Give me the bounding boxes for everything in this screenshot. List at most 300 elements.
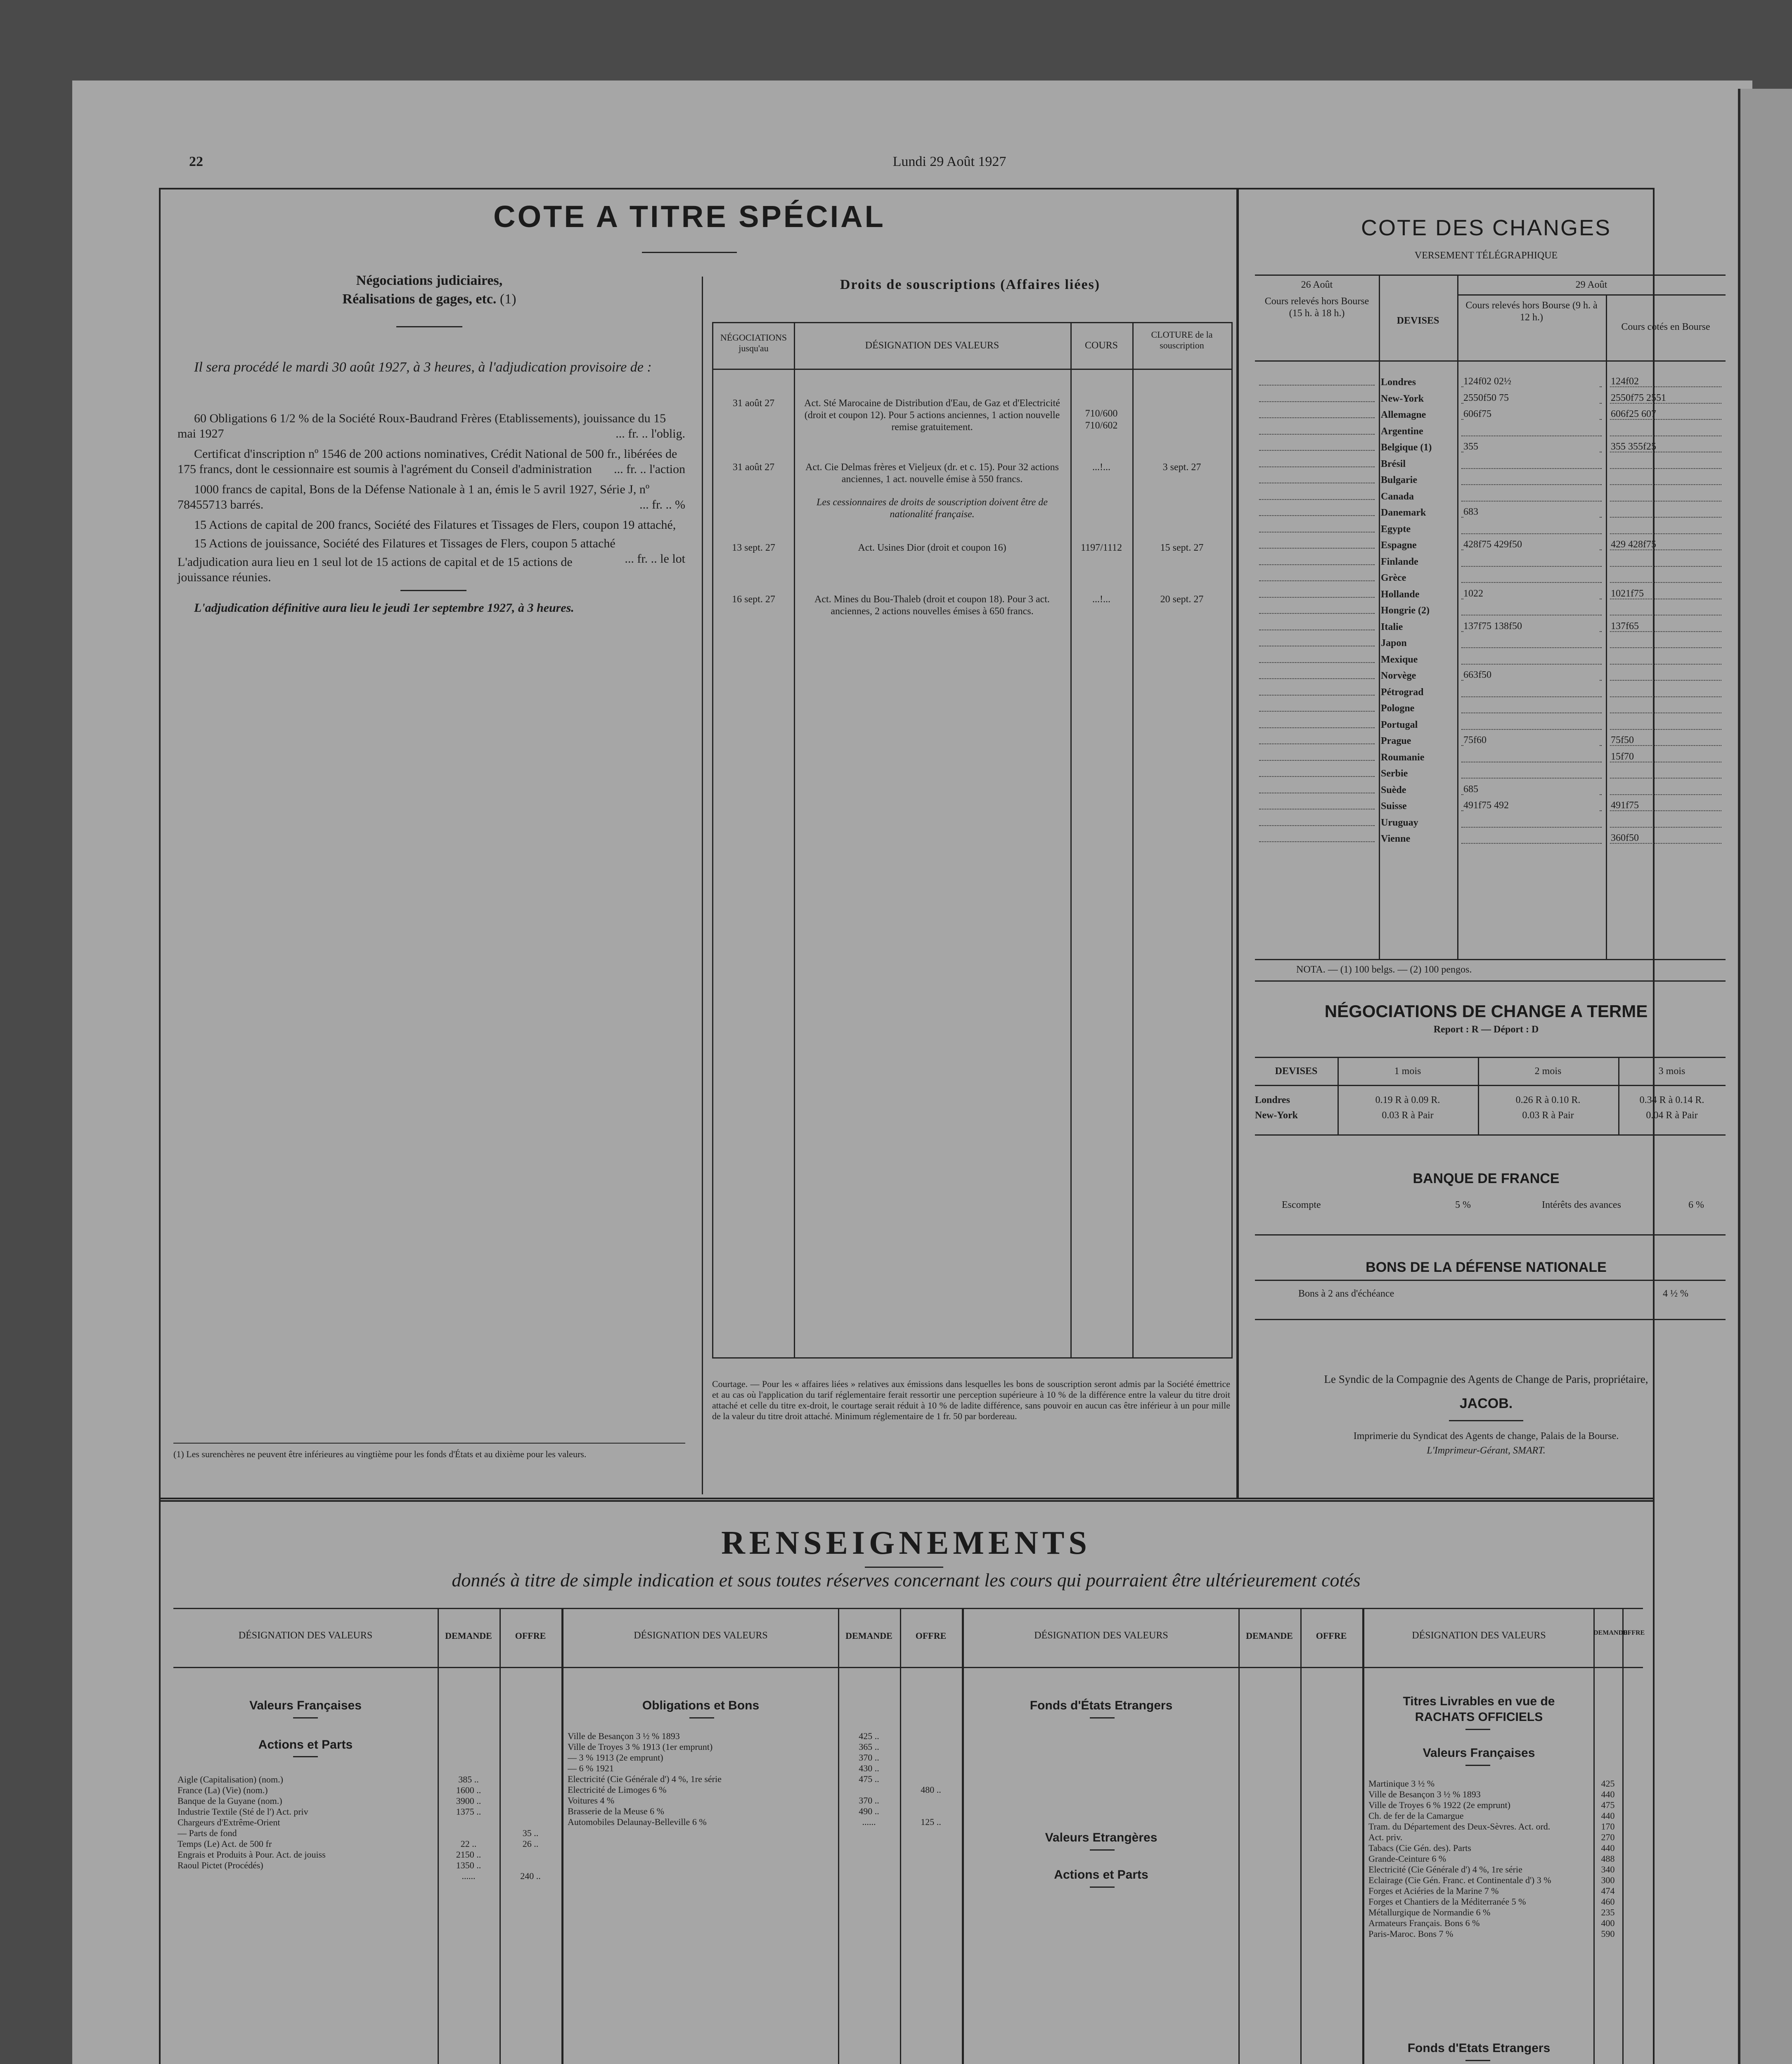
row-demande: 370 .. [859,1752,879,1763]
col2-value: 124f02 02½ [1463,376,1600,388]
devise-name: Mexique [1381,654,1418,665]
col3-dots [1610,778,1721,779]
h-demande: DEMANDE [1246,1631,1293,1641]
row-designation: Voitures 4 % [568,1795,615,1806]
col3-dots [1610,712,1721,713]
col3-section-actions: Actions et Parts [1054,1868,1148,1882]
col2-dots [1461,843,1602,844]
col3-dots [1610,827,1721,828]
change-row [1255,457,1726,472]
adjacent-page-edge [1738,89,1792,2064]
col1-dots [1259,613,1375,614]
row-demande: 300 [1601,1875,1615,1885]
devise-name: Pétrograd [1381,686,1424,698]
row-designation: — Parts de fond [178,1828,237,1838]
row-designation: Electricité (Cie Générale d') 4 %, 1re série [1368,1864,1522,1875]
col3-value: 1021f75 [1611,588,1644,599]
row-date: 31 août 27 [732,462,775,473]
avances-value: 6 % [1688,1200,1704,1210]
bons-title: BONS DE LA DÉFENSE NATIONALE [1366,1259,1607,1275]
row-demande: ...... [862,1817,876,1827]
col1-dots [1259,580,1375,581]
col1-dots [1259,662,1375,663]
header-cloture: CLOTURE de la souscription [1151,329,1213,350]
lot-text: Certificat d'inscription nº 1546 de 200 actions nominatives, Crédit National de 500 fr., libérées de 175 francs, dont le cessionnaire est soumis à l'agrément du Conseil d'administration [178,447,677,476]
col2-value: 428f75 429f50 [1463,539,1600,551]
col1-dots [1259,678,1375,679]
row-designation: Eclairage (Cie Gén. Franc. et Continentale d') 3 % [1368,1875,1551,1885]
col3-dots [1610,501,1721,502]
row-demande: 22 .. [460,1839,477,1849]
devise-name: Italie [1381,621,1403,632]
col3-dots [1610,566,1721,567]
row-demande: 370 .. [859,1795,879,1806]
col3-dots [1610,468,1721,469]
row-designation: Banque de la Guyane (nom.) [178,1796,282,1806]
row-designation: Chargeurs d'Extrême-Orient [178,1817,280,1827]
col2-dots [1461,696,1602,697]
h-designation: DÉSIGNATION DES VALEURS [1412,1630,1546,1641]
col3-dots [1610,647,1721,648]
devise-name: Brésil [1381,458,1406,469]
change-row [1255,505,1726,521]
col1-dots [1259,727,1375,728]
col1-dots [1259,466,1375,467]
lot-price: ... fr. .. le lot [625,552,685,566]
change-row [1255,522,1726,537]
col2-value: 685 [1463,783,1600,795]
h-designation: DÉSIGNATION DES VALEURS [1034,1630,1168,1641]
h-designation: DÉSIGNATION DES VALEURS [634,1630,768,1641]
col1-dots [1259,401,1375,402]
col3-value: 75f50 [1611,735,1634,746]
rule [400,590,466,591]
page-number: 22 [189,154,203,169]
devise-name: Portugal [1381,719,1418,730]
col1-dots [1259,434,1375,435]
change-row [1255,668,1726,684]
terme-subtitle: Report : R — Déport : D [1433,1024,1539,1035]
row-demande: 340 [1601,1864,1615,1875]
row-demande: 385 .. [458,1774,479,1785]
rens-subtitle: donnés à titre de simple indication et sous toutes réserves concernant les cours qui pourraient être ultérieurement cotés [452,1569,1361,1591]
change-row [1255,799,1726,814]
devise-name: Egypte [1381,523,1411,535]
terme-value: 0.26 R à 0.10 R. [1515,1095,1581,1105]
col1-dots [1259,499,1375,500]
row-designation: Tram. du Département des Deux-Sèvres. Act. ord. [1368,1821,1551,1832]
cote-special-title: COTE A TITRE SPÉCIAL [493,199,885,234]
row-demande: 460 [1601,1896,1615,1907]
col4-section-b: RACHATS OFFICIELS [1415,1710,1543,1724]
col3-dots [1610,794,1721,795]
col3-dots [1610,729,1721,730]
change-row [1255,375,1726,391]
change-row [1255,424,1726,440]
row-demande: 474 [1601,1886,1615,1896]
devise-name: Argentine [1381,426,1423,437]
col1-subsection: Actions et Parts [258,1738,353,1752]
row-demande: 440 [1601,1843,1615,1853]
terme-h-1mois: 1 mois [1394,1066,1421,1077]
lot-text: 15 Actions de capital de 200 francs, Société des Filatures et Tissages de Flers, coupon 19 attaché, [194,518,676,532]
terme-title: NÉGOCIATIONS DE CHANGE A TERME [1324,1001,1648,1021]
col2-dots [1461,501,1602,502]
devise-name: Uruguay [1381,817,1418,828]
row-demande: 2150 .. [456,1849,481,1860]
date-26: 26 Août [1301,279,1333,290]
col2-value: 1022 [1463,588,1600,600]
row-designation: Forges et Chantiers de la Méditerranée 5 % [1368,1896,1526,1907]
col3-value: 15f70 [1611,751,1634,762]
row-designation: Grande-Ceinture 6 % [1368,1853,1446,1864]
row-designation: Brasserie de la Meuse 6 % [568,1806,664,1816]
lot-price: ... fr. .. % [639,498,685,511]
row-designation: Aigle (Capitalisation) (nom.) [178,1774,283,1785]
devise-name: Finlande [1381,556,1418,567]
row-designation: Automobiles Delaunay-Belleville 6 % [568,1817,707,1827]
terme-h-3mois: 3 mois [1658,1066,1685,1077]
devise-name: Vienne [1381,833,1411,844]
row-cours: 710/600 710/602 [1085,408,1118,431]
col3-value: 137f65 [1611,620,1639,632]
col2-value: 2550f50 75 [1463,392,1600,404]
col4-section-a: Titres Livrables en vue de [1403,1695,1555,1708]
col3-dots [1610,533,1721,534]
row-designation: Act. Sté Marocaine de Distribution d'Eau, de Gaz et d'Electricité (droit et coupon 12). Pour 5 actions anciennes, 1 action nouvelle remise gratuitement. [804,398,1060,433]
change-row [1255,538,1726,554]
row-designation: Industrie Textile (Sté de l') Act. priv [178,1806,308,1817]
row-designation: Raoul Pictet (Procédés) [178,1860,263,1870]
h-offre: OFFRE [1316,1631,1347,1641]
row-designation: Act. Mines du Bou-Thaleb (droit et coupon 18). Pour 3 act. anciennes, 2 actions nouvelles émises à 650 francs. [814,594,1050,617]
col1-dots [1259,417,1375,418]
h-demande: DEMANDE [845,1631,892,1641]
row-designation: Act. Cie Delmas frères et Vieljeux (dr. et c. 15). Pour 32 actions anciennes, 1 act. nouvelle émise à 550 francs. [805,462,1059,485]
header-col1: Cours relevés hors Bourse (15 h. à 18 h.) [1264,296,1369,319]
change-row [1255,554,1726,570]
col2-dots [1461,729,1602,730]
terme-devise: New-York [1255,1110,1298,1121]
row-cours: 1197/1112 [1081,542,1122,553]
footnote: (1) Les surenchères ne peuvent être inférieures au vingtième pour les fonds d'États et au dixième pour les valeurs. [173,1449,587,1459]
col1-section: Valeurs Françaises [249,1699,362,1712]
change-row [1255,620,1726,635]
change-row [1255,685,1726,701]
col1-dots [1259,776,1375,777]
changes-subtitle: VERSEMENT TÉLÉGRAPHIQUE [1414,250,1558,261]
change-row [1255,440,1726,456]
row-demande: 440 [1601,1811,1615,1821]
rule [173,1443,685,1444]
row-designation: France (La) (Vie) (nom.) [178,1785,268,1795]
h-offre: OFFRE [915,1631,947,1641]
col1-dots [1259,760,1375,761]
col4-sub1: Valeurs Françaises [1423,1746,1535,1760]
col2-dots [1461,712,1602,713]
droits-table [712,322,1233,1359]
devise-name: New-York [1381,393,1424,404]
devise-name: Norvège [1381,670,1416,681]
row-cours: ...!... [1092,594,1110,605]
row-date: 31 août 27 [732,398,775,409]
col3-dots [1610,517,1721,518]
col3-value: 360f50 [1611,833,1639,843]
row-demande: 1350 .. [456,1860,481,1870]
h-offre: OFFRE [515,1631,546,1641]
devise-name: Londres [1381,377,1416,388]
terme-value: 0.04 R à Pair [1646,1110,1698,1121]
col2-dots [1461,664,1602,665]
lot-text: 60 Obligations 6 1/2 % de la Société Roux-Baudrand Frères (Etablissements), jouissance du 15 mai 1927 [178,412,666,440]
row-demande: 490 .. [859,1806,879,1816]
row-demande: 425 [1601,1778,1615,1789]
date-29: 29 Août [1575,279,1607,290]
col1-dots [1259,809,1375,810]
row-designation: Paris-Maroc. Bons 7 % [1368,1929,1453,1939]
escompte-label: Escompte [1282,1200,1321,1210]
change-row [1255,603,1726,619]
title-rule [642,252,737,253]
col1-dots [1259,825,1375,826]
col1-dots [1259,532,1375,533]
devise-name: Grèce [1381,573,1406,583]
header-designation: DÉSIGNATION DES VALEURS [865,340,999,351]
row-demande: 590 [1601,1929,1615,1939]
col1-dots [1259,515,1375,516]
imprimeur-line: L'Imprimeur-Gérant, SMART. [1427,1445,1546,1456]
banque-title: BANQUE DE FRANCE [1413,1171,1560,1186]
row-offre: 480 .. [921,1785,941,1795]
row-demande: 475 [1601,1800,1615,1810]
col1-dots [1259,743,1375,744]
neg-title-note: (1) [499,291,516,307]
intro-text: Il sera procédé le mardi 30 août 1927, à 3 heures, à l'adjudication provisoire de : [194,360,652,375]
row-demande: 365 .. [859,1742,879,1752]
devise-name: Canada [1381,491,1414,502]
row-demande: ...... [462,1871,476,1881]
change-row [1255,391,1726,407]
row-demande: 440 [1601,1789,1615,1799]
col2-value: 75f60 [1463,734,1600,746]
col2-value: 606f75 [1463,408,1600,420]
bons-label: Bons à 2 ans d'échéance [1298,1288,1394,1299]
row-offre: 35 .. [522,1828,539,1838]
row-designation: Martinique 3 ½ % [1368,1778,1435,1789]
col3-value: 355 355f25 [1611,441,1656,452]
devise-name: Danemark [1381,507,1426,518]
escompte-value: 5 % [1455,1200,1471,1210]
row-demande: 170 [1601,1821,1615,1832]
change-row [1255,652,1726,668]
terme-value: 0.19 R à 0.09 R. [1375,1095,1440,1105]
change-row [1255,783,1726,798]
divider [1236,188,1239,1498]
row-demande: 1375 .. [456,1806,481,1817]
col2-dots [1461,582,1602,583]
col3-dots [1610,696,1721,697]
devise-name: Allemagne [1381,409,1426,420]
col2-value: 683 [1463,506,1600,518]
col2-value: 663f50 [1463,669,1600,681]
devise-name: Suède [1381,784,1406,795]
row-designation: Ville de Troyes 6 % 1922 (2e emprunt) [1368,1800,1510,1810]
courtage-note: Courtage. — Pour les « affaires liées » relatives aux émissions dans lesquelles les bons de souscription seront admis par la Société émettrice et au cas où l'application du tarif réglementaire ferait ressortir une perception supérieure à 10 % de la différence entre la valeur du titre droit attaché et celle du titre ex-droit, le courtage serait réduit à 10 % de ladite différence, sans pouvoir en aucun cas être inférieur à un pour mille de la valeur du titre droit attaché. Minimum réglementaire de 1 fr. 50 par bordereau. [712,1379,1230,1421]
devise-name: Roumanie [1381,752,1425,763]
row-demande: 270 [1601,1832,1615,1842]
lot-price: ... fr. .. l'action [614,462,685,476]
lot-price: ... fr. .. l'oblig. [615,427,685,440]
row-cloture: 20 sept. 27 [1160,594,1204,605]
divider [702,277,703,1494]
col1-dots [1259,711,1375,712]
row-designation: Ville de Troyes 3 % 1913 (1er emprunt) [568,1742,713,1752]
row-offre: 125 .. [921,1817,941,1827]
col2-dots [1461,827,1602,828]
col2-dots [1461,647,1602,648]
header-date: NÉGOCIATIONS jusqu'au [720,332,787,353]
header-devises: DEVISES [1397,315,1439,326]
devise-name: Pologne [1381,703,1415,714]
col1-dots [1259,548,1375,549]
col3-section-valeurs: Valeurs Etrangères [1045,1831,1158,1844]
col3-value: 429 428f75 [1611,539,1656,550]
row-designation: Engrais et Produits à Pour. Act. de jouiss [178,1849,326,1860]
col2-value: 355 [1463,441,1600,453]
row-designation: Ville de Besançon 3 ½ % 1893 [1368,1789,1481,1799]
change-row [1255,570,1726,586]
syndic-line: Le Syndic de la Compagnie des Agents de Change de Paris, propriétaire, [1324,1373,1648,1385]
terme-value: 0.03 R à Pair [1522,1110,1574,1121]
col2-dots [1461,566,1602,567]
terme-devise: Londres [1255,1095,1290,1105]
rule [396,326,462,327]
row-designation: Act. Usines Dior (droit et coupon 16) [858,542,1006,553]
terme-h-devises: DEVISES [1275,1066,1318,1077]
changes-title: COTE DES CHANGES [1361,215,1612,240]
avances-label: Intérêts des avances [1542,1200,1621,1210]
col3-value: 2550f75 2551 [1611,392,1666,403]
terme-h-2mois: 2 mois [1534,1066,1562,1077]
rens-title: RENSEIGNEMENTS [721,1525,1091,1561]
row-designation: Forges et Aciéries de la Marine 7 % [1368,1886,1499,1896]
row-offre: 26 .. [522,1839,539,1849]
imprimerie-line: Imprimerie du Syndicat des Agents de change, Palais de la Bourse. [1353,1431,1619,1441]
col4-sub2: Fonds d'Etats Etrangers [1407,2041,1551,2055]
row-cloture: 3 sept. 27 [1162,462,1201,473]
row-offre: 240 .. [520,1871,541,1881]
row-demande: 430 .. [859,1763,879,1773]
h-demande: DEMANDE [445,1631,492,1641]
col1-dots [1259,695,1375,696]
col3-dots [1610,582,1721,583]
adjudication-note: L'adjudication aura lieu en 1 seul lot de 15 actions de capital et de 15 actions de jouissance réunies. [178,555,573,584]
devise-name: Hongrie (2) [1381,605,1430,616]
change-row [1255,407,1726,423]
header-col2: Cours relevés hors Bourse (9 h. à 12 h.) [1465,300,1598,323]
terme-value: 0.34 R à 0.14 R. [1639,1095,1704,1105]
row-designation: — 6 % 1921 [568,1763,614,1773]
row-demande: 425 .. [859,1731,879,1741]
lot-text: 15 Actions de jouissance, Société des Filatures et Tissages de Flers, coupon 5 attaché [194,537,615,550]
row-note: Les cessionnaires de droits de souscription doivent être de nationalité française. [817,497,1048,520]
devise-name: Espagne [1381,540,1417,551]
devise-name: Belgique (1) [1381,442,1432,453]
row-designation: Armateurs Français. Bons 6 % [1368,1918,1480,1928]
row-cloture: 15 sept. 27 [1160,542,1204,553]
terme-table [1255,1057,1726,1136]
col2-dots [1461,468,1602,469]
col3-dots [1610,680,1721,681]
droits-title: Droits de souscriptions (Affaires liées) [840,277,1101,292]
col3-dots [1610,484,1721,485]
row-demande: 488 [1601,1853,1615,1864]
change-row [1255,734,1726,749]
row-designation: Electricité de Limoges 6 % [568,1785,667,1795]
col2-value: 137f75 138f50 [1463,620,1600,632]
devise-name: Hollande [1381,589,1420,600]
col3-value: 124f02 [1611,376,1639,387]
devise-name: Suisse [1381,801,1407,812]
col3-value: 606f25 607 [1611,409,1656,419]
lot-text: 1000 francs de capital, Bons de la Défense Nationale à 1 an, émis le 5 avril 1927, Série J, nº 78455713 barrés. [178,483,650,511]
row-demande: 3900 .. [456,1796,481,1806]
col2-dots [1461,533,1602,534]
devise-name: Japon [1381,638,1407,649]
row-designation: Métallurgique de Normandie 6 % [1368,1907,1491,1917]
col1-dots [1259,597,1375,598]
change-row [1255,473,1726,488]
neg-title-1: Négociations judiciaires, [356,273,503,288]
header-cours: COURS [1084,340,1118,351]
col2-section: Obligations et Bons [642,1699,760,1712]
col3-section-fonds: Fonds d'États Etrangers [1030,1699,1173,1712]
row-demande: 475 .. [859,1774,879,1784]
change-row [1255,766,1726,782]
devise-name: Bulgarie [1381,475,1417,485]
row-cours: ...!... [1092,462,1110,473]
page-date: Lundi 29 Août 1927 [892,154,1006,169]
row-demande: 235 [1601,1907,1615,1917]
change-row [1255,831,1726,847]
change-row [1255,750,1726,766]
col3-value: 491f75 [1611,800,1639,811]
changes-nota: NOTA. — (1) 100 belgs. — (2) 100 pengos. [1296,964,1472,975]
row-designation: Electricité (Cie Générale d') 4 %, 1re série [568,1774,722,1784]
col2-value: 491f75 492 [1463,800,1600,812]
change-row [1255,587,1726,603]
row-demande: 1600 .. [456,1785,481,1795]
row-designation: — 3 % 1913 (2e emprunt) [568,1752,663,1763]
col2-dots [1461,778,1602,779]
col1-dots [1259,450,1375,451]
row-designation: Ville de Besançon 3 ½ % 1893 [568,1731,680,1741]
col3-dots [1610,664,1721,665]
terme-value: 0.03 R à Pair [1382,1110,1434,1121]
h-designation: DÉSIGNATION DES VALEURS [238,1630,373,1641]
col1-dots [1259,841,1375,842]
devise-name: Prague [1381,736,1411,746]
syndic-name: JACOB. [1459,1396,1513,1411]
row-designation: Act. priv. [1368,1832,1403,1842]
row-demande: 400 [1601,1918,1615,1928]
changes-table [1255,275,1726,960]
change-row [1255,636,1726,651]
neg-title-2: Réalisations de gages, etc. [342,291,497,307]
col2-dots [1461,484,1602,485]
h-demande: DEMANDE [1593,1629,1628,1636]
row-designation: Temps (Le) Act. de 500 fr [178,1839,272,1849]
